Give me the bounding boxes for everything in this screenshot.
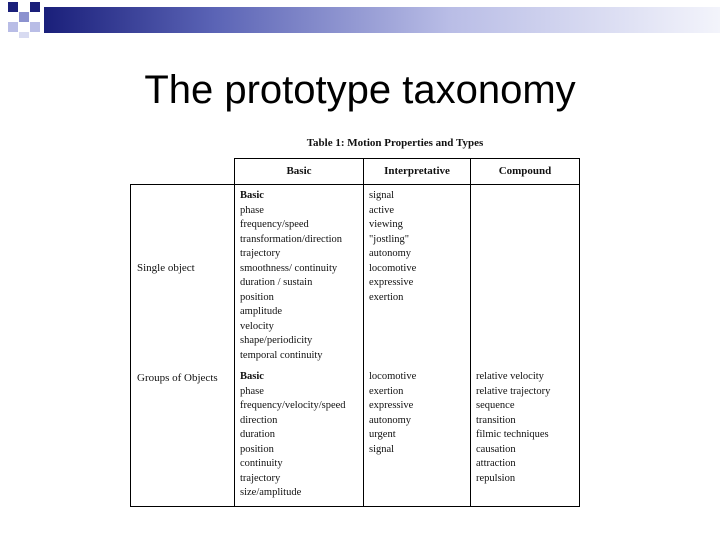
cell-list-item: urgent: [369, 429, 396, 440]
decor-square: [8, 22, 18, 32]
cell-list-item: position: [240, 291, 274, 303]
cell-list-item: relative trajectory: [476, 385, 551, 397]
cell-list-item: expressive: [369, 277, 414, 288]
cell-list-item: phase: [240, 385, 264, 397]
table-rule: [363, 158, 364, 506]
cell-list-item: trajectory: [240, 248, 281, 259]
cell-list-item: viewing: [369, 219, 403, 230]
cell-list-item: locomotive: [369, 262, 417, 274]
cell-list-item: repulsion: [476, 472, 516, 484]
cell-list-item: relative velocity: [476, 371, 544, 382]
taxonomy-table: [130, 135, 580, 510]
decor-square: [8, 2, 18, 12]
decor-square: [19, 32, 29, 38]
cell-groups-basic: [240, 370, 346, 501]
cell-list-item: phase: [240, 204, 264, 216]
cell-list-item: Basic: [240, 190, 264, 201]
table-rule: [130, 184, 131, 506]
cell-list-item: attraction: [476, 458, 516, 469]
column-header-interpretative: Interpretative: [384, 165, 450, 177]
row-label-single-object: Single object: [137, 262, 195, 274]
table-rule: [234, 184, 580, 185]
column-header-compound: Compound: [498, 165, 552, 177]
cell-list-item: velocity: [240, 320, 274, 332]
decor-square: [30, 22, 40, 32]
table-rule: [130, 506, 580, 507]
cell-single-basic: [240, 189, 342, 363]
cell-list-item: signal: [369, 190, 395, 201]
row-label-groups-of-objects: Groups of Objects: [137, 372, 218, 384]
cell-groups-interpretative: [369, 370, 416, 457]
cell-list-item: duration: [240, 429, 275, 440]
cell-list-item: autonomy: [369, 248, 411, 259]
cell-list-item: frequency/velocity/speed: [240, 400, 346, 411]
slide-title: The prototype taxonomy: [144, 68, 576, 112]
cell-list-item: sequence: [476, 400, 515, 411]
table-rule: [234, 158, 580, 159]
table-rule: [579, 158, 580, 506]
cell-list-item: autonomy: [369, 414, 411, 426]
decor-square: [30, 2, 40, 12]
cell-list-item: "jostling": [369, 233, 410, 245]
header-gradient-bar: [44, 7, 720, 33]
cell-list-item: direction: [240, 414, 278, 426]
cell-list-item: locomotive: [369, 371, 417, 382]
table-caption: Table 1: Motion Properties and Types: [306, 137, 484, 149]
cell-list-item: duration / sustain: [240, 277, 313, 288]
cell-list-item: active: [369, 204, 395, 216]
cell-list-item: continuity: [240, 458, 283, 469]
table-rule: [234, 158, 235, 506]
cell-list-item: filmic techniques: [476, 429, 549, 440]
cell-list-item: trajectory: [240, 472, 281, 484]
cell-single-interpretative: [369, 189, 416, 305]
cell-list-item: Basic: [240, 371, 264, 382]
decor-square: [19, 12, 29, 22]
cell-list-item: size/amplitude: [240, 487, 302, 498]
cell-list-item: causation: [476, 443, 516, 455]
table-rule: [470, 158, 471, 506]
cell-list-item: transformation/direction: [240, 233, 343, 245]
column-header-basic: Basic: [286, 165, 312, 177]
cell-list-item: expressive: [369, 400, 414, 411]
cell-list-item: position: [240, 443, 274, 455]
cell-groups-compound: [476, 370, 550, 486]
cell-list-item: smoothness/ continuity: [240, 262, 338, 274]
cell-list-item: transition: [476, 414, 516, 426]
cell-list-item: frequency/speed: [240, 219, 309, 230]
cell-list-item: temporal continuity: [240, 349, 323, 361]
cell-list-item: shape/periodicity: [240, 335, 313, 346]
cell-list-item: exertion: [369, 291, 404, 303]
table-rule: [130, 184, 234, 185]
cell-list-item: exertion: [369, 385, 404, 397]
cell-list-item: signal: [369, 443, 395, 455]
cell-list-item: amplitude: [240, 306, 282, 317]
